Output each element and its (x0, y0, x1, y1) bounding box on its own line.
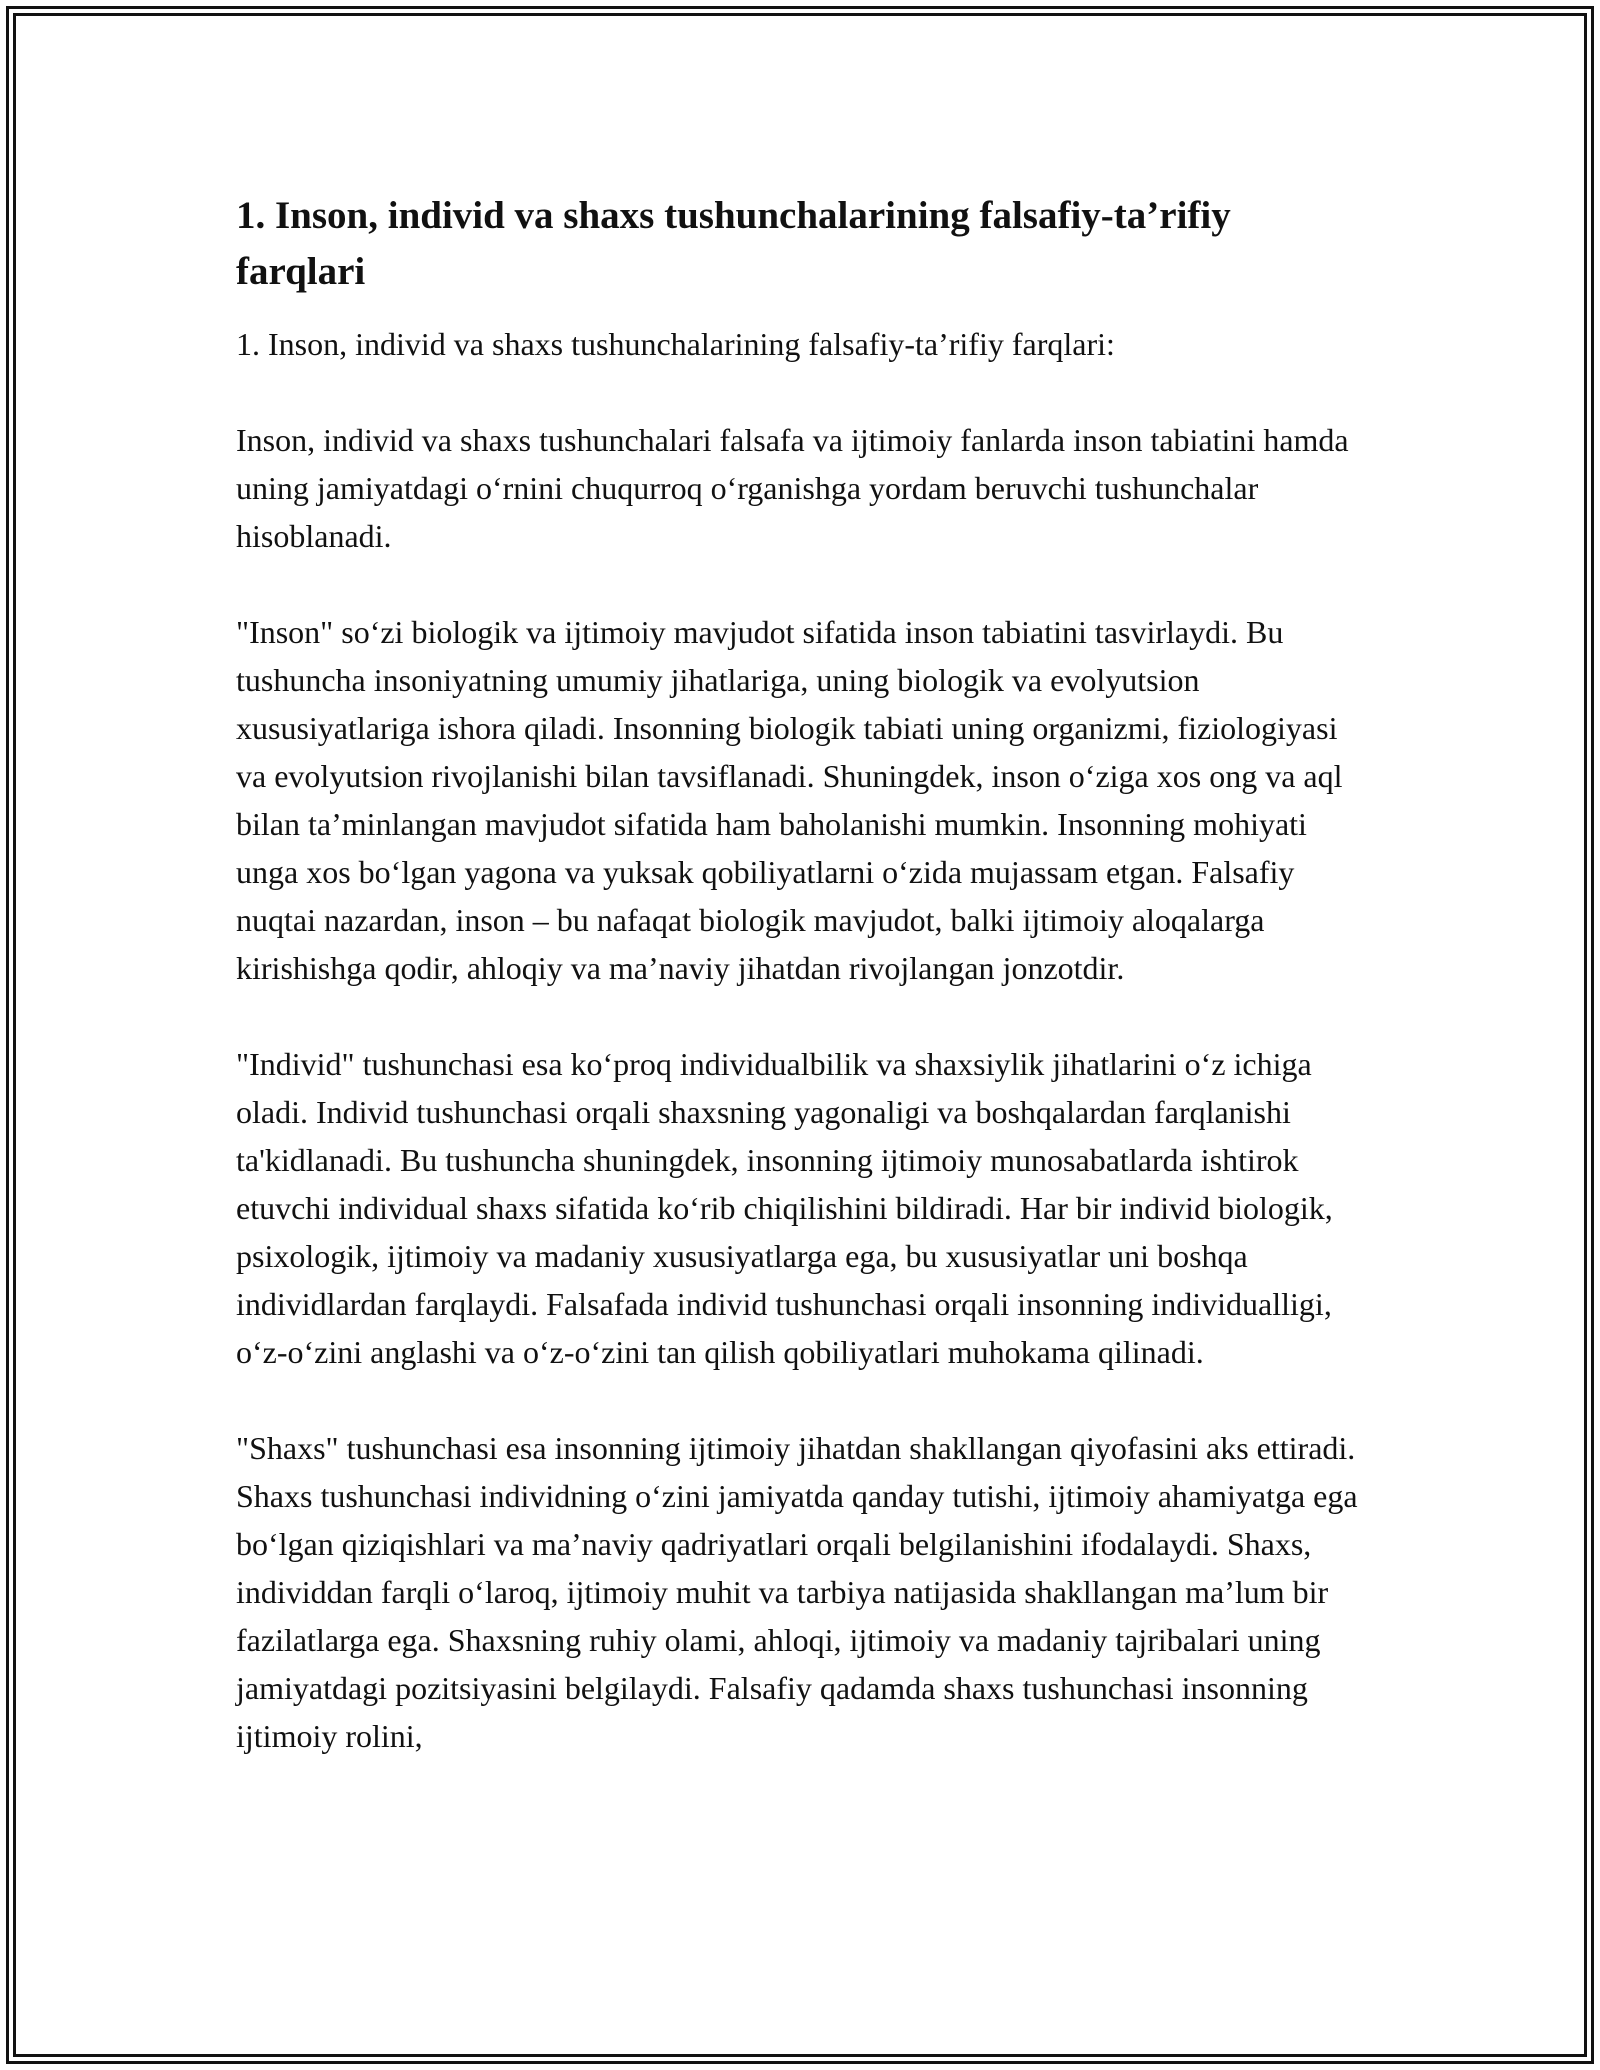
paragraph-intro: Inson, individ va shaxs tushunchalari falsafa va ijtimoiy fanlarda inson tabiatini hamda uning jamiyatdagi o‘rnini chuqurroq o‘rganishga yordam beruvchi tushunchalar hisoblanadi. (236, 422, 1349, 554)
document-title: 1. Inson, individ va shaxs tushunchalarining falsafiy-ta’rifiy farqlari (236, 194, 1231, 293)
paragraph-inson: "Inson" so‘zi biologik va ijtimoiy mavjudot sifatida inson tabiatini tasvirlaydi. Bu tushuncha insoniyatning umumiy jihatlariga, uning biologik va evolyutsion xususiyatlariga ishora qiladi. Insonning biologik tabiati uning organizmi, fiziologiyasi va evolyutsion rivojlanishi bilan tavsiflanadi. Shuningdek, inson o‘ziga xos ong va aql bilan ta’minlangan mavjudot sifatida ham baholanishi mumkin. Insonning mohiyati unga xos bo‘lgan yagona va yuksak qobiliyatlarni o‘zida mujassam etgan. Falsafiy nuqtai nazardan, inson – bu nafaqat biologik mavjudot, balki ijtimoiy aloqalarga kirishishga qodir, ahloqiy va ma’naviy jihatdan rivojlangan jonzotdir. (236, 614, 1343, 986)
document-page (236, 188, 1366, 1760)
paragraph-individ: "Individ" tushunchasi esa ko‘proq individualbilik va shaxsiylik jihatlarini o‘z ichiga oladi. Individ tushunchasi orqali shaxsning yagonaligi va boshqalardan farqlanishi ta'kidlanadi. Bu tushuncha shuningdek, insonning ijtimoiy munosabatlarda ishtirok etuvchi individual shaxs sifatida ko‘rib chiqilishini bildiradi. Har bir individ biologik, psixologik, ijtimoiy va madaniy xususiyatlarga ega, bu xususiyatlar uni boshqa individlardan farqlaydi. Falsafada individ tushunchasi orqali insonning individualligi, o‘z-o‘zini anglashi va o‘z-o‘zini tan qilish qobiliyatlari muhokama qilinadi. (236, 1046, 1333, 1370)
paragraph-shaxs: "Shaxs" tushunchasi esa insonning ijtimoiy jihatdan shakllangan qiyofasini aks ettiradi. Shaxs tushunchasi individning o‘zini jamiyatda qanday tutishi, ijtimoiy ahamiyatga ega bo‘lgan qiziqishlari va ma’naviy qadriyatlari orqali belgilanishini ifodalaydi. Shaxs, individdan farqli o‘laroq, ijtimoiy muhit va tarbiya natijasida shakllangan ma’lum bir fazilatlarga ega. Shaxsning ruhiy olami, ahloqi, ijtimoiy va madaniy tajribalari uning jamiyatdagi pozitsiyasini belgilaydi. Falsafiy qadamda shaxs tushunchasi insonning ijtimoiy rolini, (236, 1430, 1358, 1754)
document-subtitle: 1. Inson, individ va shaxs tushunchalarining falsafiy-ta’rifiy farqlari: (236, 326, 1115, 362)
